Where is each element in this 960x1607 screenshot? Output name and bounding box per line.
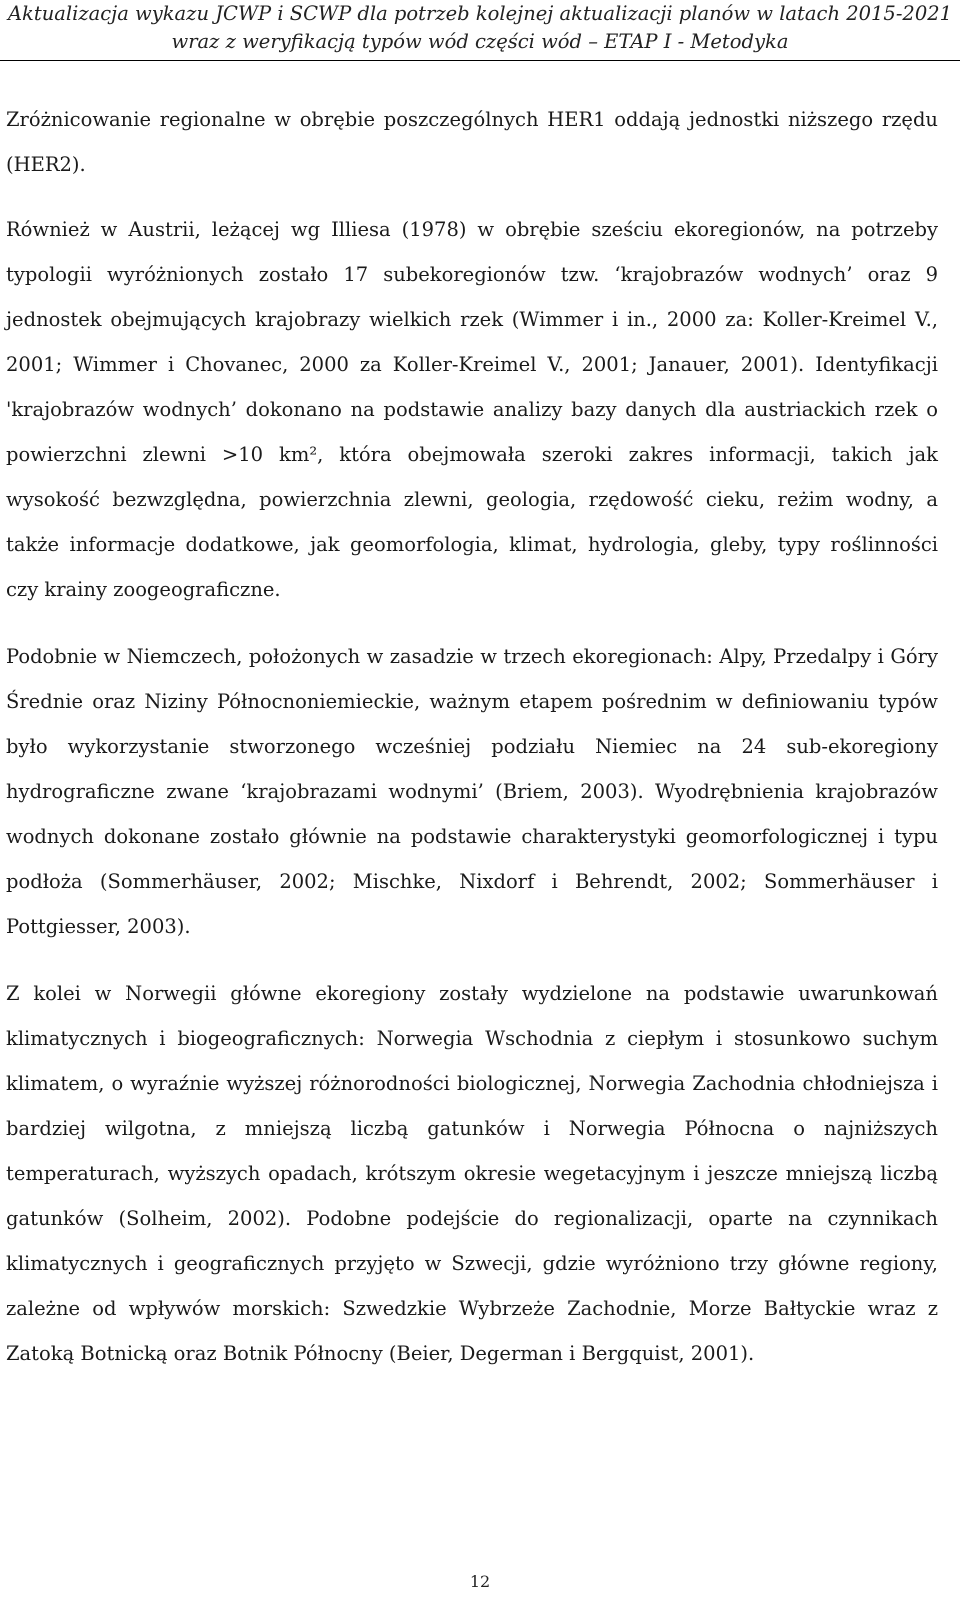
header-title-line-2: wraz z weryfikacją typów wód części wód – ETAP I - Metodyka bbox=[171, 30, 789, 53]
header-divider bbox=[0, 60, 960, 61]
paragraph-regional-differentiation: Zróżnicowanie regionalne w obrębie poszczególnych HER1 oddają jednostki niższego rzędu (HER2). bbox=[6, 108, 938, 176]
document-body bbox=[6, 97, 938, 1398]
page-header bbox=[0, 0, 960, 56]
paragraph-germany: Podobnie w Niemczech, położonych w zasadzie w trzech ekoregionach: Alpy, Przedalpy i Góry Średnie oraz Niziny Północnoniemieckie, ważnym etapem pośrednim w definiowaniu typów było wykorzystanie stworzonego wcześniej podziału Niemiec na 24 sub-ekoregiony hydrograficzne zwane ‘krajobrazami wodnymi’ (Briem, 2003). Wyodrębnienia krajobrazów wodnych dokonane zostało głównie na podstawie charakterystyki geomorfologicznej i typu podłoża (Sommerhäuser, 2002; Mischke, Nixdorf i Behrendt, 2002; Sommerhäuser i Pottgiesser, 2003). bbox=[6, 645, 938, 938]
paragraph-norway-sweden: Z kolei w Norwegii główne ekoregiony zostały wydzielone na podstawie uwarunkowań klimatycznych i biogeograficznych: Norwegia Wschodnia z ciepłym i stosunkowo suchym klimatem, o wyraźnie wyższej różnorodności biologicznej, Norwegia Zachodnia chłodniejsza i bardziej wilgotna, z mniejszą liczbą gatunków i Norwegia Północna o najniższych temperaturach, wyższych opadach, krótszym okresie wegetacyjnym i jeszcze mniejszą liczbą gatunków (Solheim, 2002). Podobne podejście do regionalizacji, oparte na czynnikach klimatycznych i geograficznych przyjęto w Szwecji, gdzie wyróżniono trzy główne regiony, zależne od wpływów morskich: Szwedzkie Wybrzeże Zachodnie, Morze Bałtyckie wraz z Zatoką Botnicką oraz Botnik Północny (Beier, Degerman i Bergquist, 2001). bbox=[6, 982, 938, 1365]
header-title-line-1: Aktualizacja wykazu JCWP i SCWP dla potrzeb kolejnej aktualizacji planów w latach 2015-2021 bbox=[7, 2, 953, 25]
page-number: 12 bbox=[469, 1572, 491, 1591]
paragraph-austria: Również w Austrii, leżącej wg Illiesa (1978) w obrębie sześciu ekoregionów, na potrzeby typologii wyróżnionych zostało 17 subekoregionów tzw. ‘krajobrazów wodnych’ oraz 9 jednostek obejmujących krajobrazy wielkich rzek (Wimmer i in., 2000 za: Koller-Kreimel V., 2001; Wimmer i Chovanec, 2000 za Koller-Kreimel V., 2001; Janauer, 2001). Identyfikacji 'krajobrazów wodnych’ dokonano na podstawie analizy bazy danych dla austriackich rzek o powierzchni zlewni >10 km², która obejmowała szeroki zakres informacji, takich jak wysokość bezwzględna, powierzchnia zlewni, geologia, rzędowość cieku, reżim wodny, a także informacje dodatkowe, jak geomorfologia, klimat, hydrologia, gleby, typy roślinności czy krainy zoogeograficzne. bbox=[6, 218, 938, 601]
